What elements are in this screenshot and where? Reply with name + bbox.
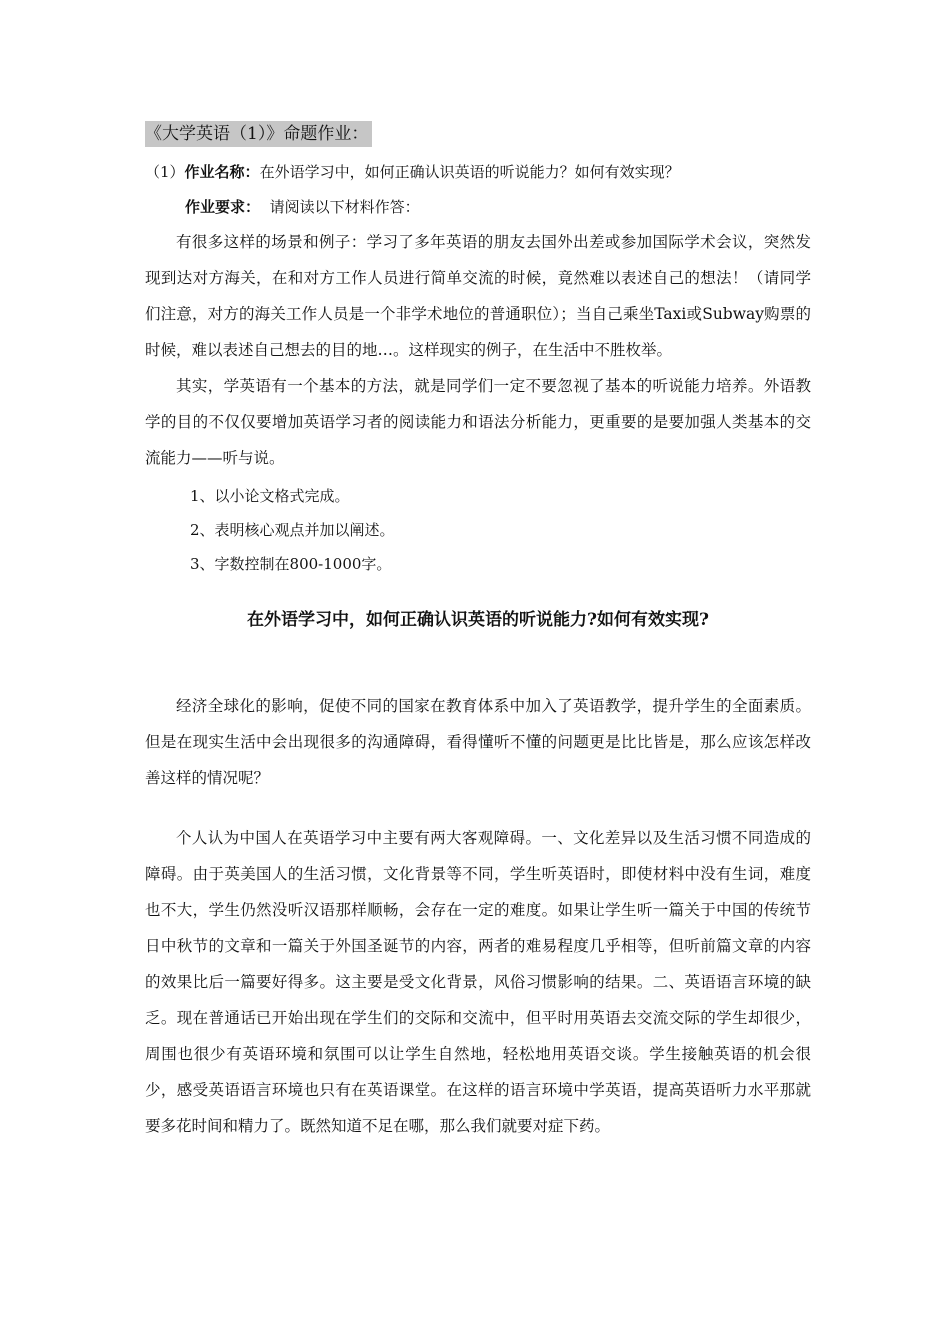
requirement-label: 作业要求： (185, 198, 261, 216)
assignment-name-label: 作业名称： (184, 163, 260, 181)
assignment-name-line (145, 161, 680, 182)
assignment-requirement-line (185, 196, 420, 217)
essay-title: 在外语学习中，如何正确认识英语的听说能力?如何有效实现? (247, 610, 709, 630)
essay-paragraph-2-wrap (145, 820, 811, 1144)
requirement-text: 请阅读以下材料作答： (269, 198, 420, 216)
requirement-item-2: 2、表明核心观点并加以阐述。 (190, 521, 395, 539)
essay-paragraph-1: 经济全球化的影响，促使不同的国家在教育体系中加入了英语教学，提升学生的全面素质。但是在现实生活中会出现很多的沟通障碍，看得懂听不懂的问题更是比比皆是，那么应该怎样改善这样的情况呢？ (145, 697, 811, 787)
requirement-item-3: 3、字数控制在800-1000字。 (190, 555, 392, 573)
item-prefix: （1） (145, 163, 185, 181)
assignment-header: 《大学英语（1）》命题作业： (145, 121, 372, 147)
material-paragraph-2: 其实，学英语有一个基本的方法，就是同学们一定不要忽视了基本的听说能力培养。外语教学的目的不仅仅要增加英语学习者的阅读能力和语法分析能力，更重要的是要加强人类基本的交流能力——听与说。 (145, 377, 811, 467)
essay-paragraph-1-wrap (145, 688, 811, 796)
essay-paragraph-2: 个人认为中国人在英语学习中主要有两大客观障碍。一、文化差异以及生活习惯不同造成的障碍。由于英美国人的生活习惯，文化背景等不同，学生听英语时，即使材料中没有生词，难度也不大，学生仍然没听汉语那样顺畅，会存在一定的难度。如果让学生听一篇关于中国的传统节日中秋节的文章和一篇关于外国圣诞节的内容，两者的难易程度几乎相等，但听前篇文章的内容的效果比后一篇要好得多。这主要是受文化背景，风俗习惯影响的结果。二、英语语言环境的缺乏。现在普通话已开始出现在学生们的交际和交流中，但平时用英语去交流交际的学生却很少，周围也很少有英语环境和氛围可以让学生自然地，轻松地用英语交谈。学生接触英语的机会很少，感受英语语言环境也只有在英语课堂。在这样的语言环境中学英语，提高英语听力水平那就要多花时间和精力了。既然知道不足在哪，那么我们就要对症下药。 (145, 829, 811, 1135)
material-paragraph-1: 有很多这样的场景和例子：学习了多年英语的朋友去国外出差或参加国际学术会议，突然发现到达对方海关，在和对方工作人员进行简单交流的时候，竟然难以表述自己的想法！（请同学们注意，对方的海关工作人员是一个非学术地位的普通职位）；当自己乘坐Taxi或Subway购票的时候，难以表述自己想去的目的地…。这样现实的例子，在生活中不胜枚举。 (145, 233, 811, 359)
assignment-name-text: 在外语学习中，如何正确认识英语的听说能力？如何有效实现？ (259, 163, 680, 181)
material-section (145, 224, 811, 476)
requirement-item-1: 1、以小论文格式完成。 (190, 487, 350, 505)
